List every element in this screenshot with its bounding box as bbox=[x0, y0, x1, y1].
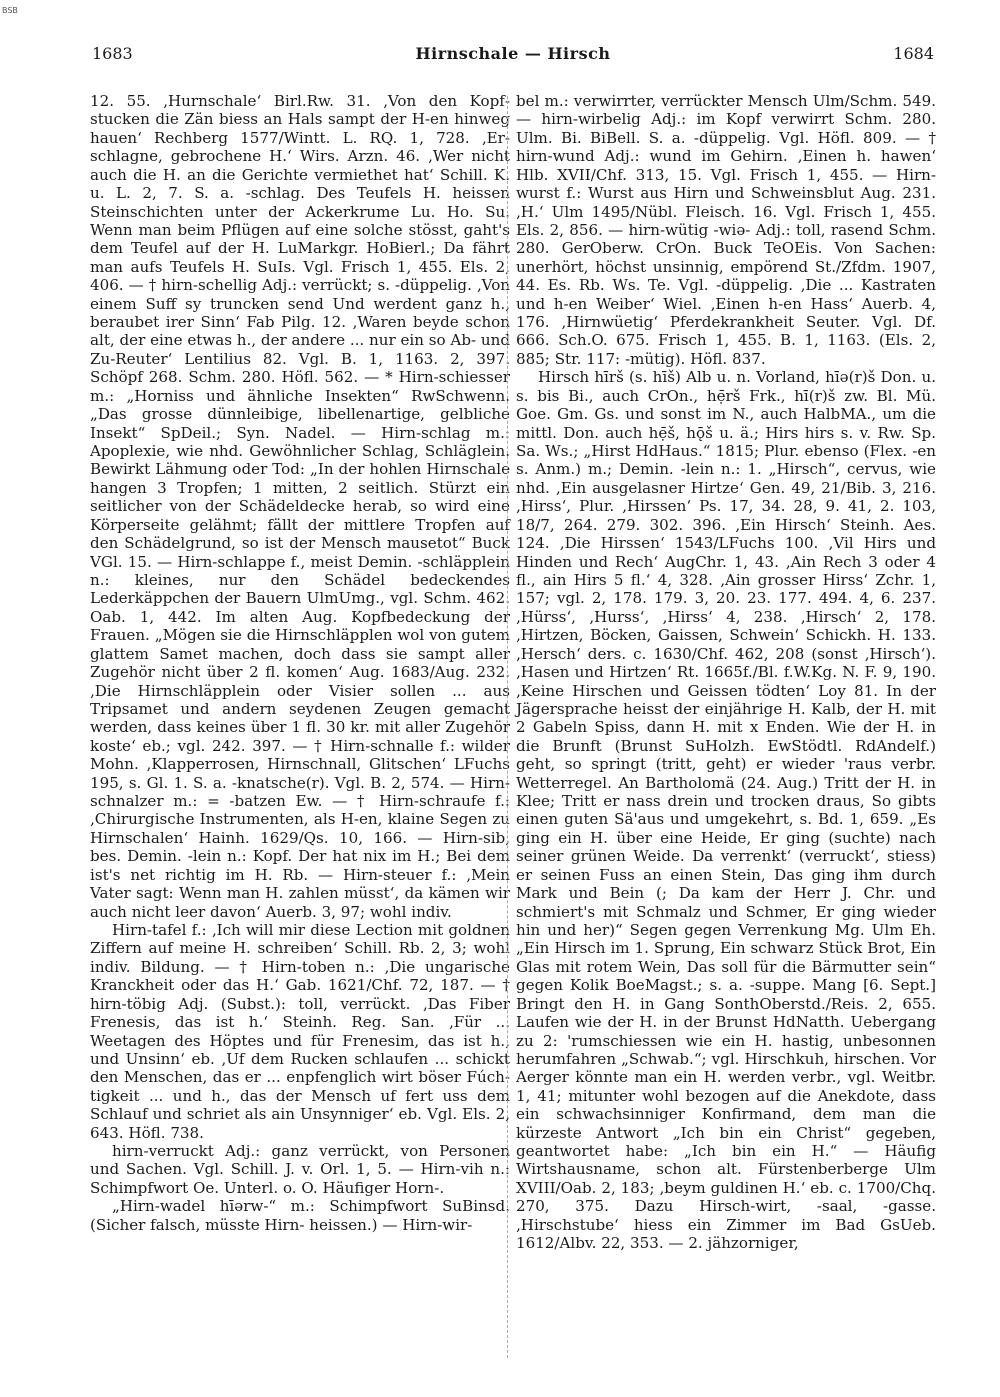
page-number-right: 1684 bbox=[893, 44, 934, 63]
right-paragraph: bel m.: verwirrter, verrückter Mensch Ulm/Schm. 549. — hirn-wirbelig Adj.: im Kopf verwirrt Schm. 280. Ulm. Bi. BiBell. S. a. -düppelig. Vgl. Höfl. 809. — † hirn-wund Adj.: wund im Gehirn. ‚Einen h. hawen‘ Hlb. XVII/Chf. 313, 15. Vgl. Frisch 1, 455. — Hirn-wurst f.: Wurst aus Hirn und Schweinsblut Aug. 231. ‚H.‘ Ulm 1495/Nübl. Fleisch. 16. Vgl. Frisch 1, 455. Els. 2, 856. — hirn-wütig -wiə- Adj.: toll, rasend Schm. 280. GerOberw. CrOn. Buck TeOEis. Von Sachen: unerhört, höchst unsinnig, empörend St./Zfdm. 1907, 44. Es. Rb. Ws. Te. Vgl. -düppelig. ‚Die ... Kastraten und h-en Weiber‘ Wiel. ‚Einen h-en Hass‘ Auerb. 4, 176. ‚Hirnwüetig‘ Pferdekrankheit Seuter. Vgl. Df. 666. Sch.O. 675. Frisch 1, 455. B. 1, 1163. (Els. 2, 885; Str. 117: -mütig). Höfl. 837. bbox=[516, 92, 936, 368]
page-number-left: 1683 bbox=[92, 44, 133, 63]
page-title: Hirnschale — Hirsch bbox=[415, 44, 611, 63]
left-paragraph: „Hirn-wadel hīərw-“ m.: Schimpfwort SuBinsd. (Sicher falsch, müsste Hirn- heissen.) — Hirn-wir- bbox=[90, 1197, 510, 1234]
left-paragraph: 12. 55. ‚Hurnschale‘ Birl.Rw. 31. ‚Von den Kopfstucken die Zän biess an Hals sampt der H-en hinweg hauen‘ Rechberg 1577/Wintt. L. RQ. 1, 728. ‚Erschlagne, gebrochene H.‘ Wirs. Arzn. 46. ‚Wer nicht auch die H. an die Gerichte vermiethet hat‘ Schill. K. u. L. 2, 7. S. a. -schlag. Des Teufels H. heissen Steinschichten unter der Ackerkrume Lu. Ho. Su. Wenn man beim Pflügen auf eine solche stösst, gaht's dem Teufel auf der H. LuMarkgr. HoBierl.; Da fährt man aufs Teufels H. SuIs. Vgl. Frisch 1, 455. Els. 2, 406. — † hirn-schellig Adj.: verrückt; s. -düppelig. ‚Von einem Suff sy truncken send Und werdent ganz h., beraubet irer Sinn‘ Fab Pilg. 12. ‚Waren beyde schon alt, der eine etwas h., der andere ... nur ein so Ab- und Zu-Reuter‘ Lentilius 82. Vgl. B. 1, 1163. 2, 397. Schöpf 268. Schm. 280. Höfl. 562. — * Hirn-schiesser m.: „Horniss und ähnliche Insekten“ RwSchwenn. „Das grosse dünnleibige, libellenartige, gelbliche Insekt“ SpDeil.; Syn. Nadel. — Hirn-schlag m.: Apoplexie, wie nhd. Gewöhnlicher Schlag, Schläglein. Bewirkt Lähmung oder Tod: „In der hohlen Hirnschale hangen 3 Tropfen; 1 mitten, 2 seitlich. Stürzt ein seitlicher von der Schädeldecke herab, so wird eine Körperseite gelähmt; fällt der mittlere Tropfen auf den Schädelgrund, so ist der Mensch mausetot“ Buck VGl. 15. — Hirn-schlappe f., meist Demin. -schläpplein n.: kleines, nur den Schädel bedeckendes Lederkäppchen der Bauern UlmUmg., vgl. Schm. 462. Oab. 1, 442. Im alten Aug. Kopfbedeckung der Frauen. „Mögen sie die Hirnschläpplen wol von gutem glattem Samet machen, doch dass sie sampt aller Zugehör nicht über 2 fl. komen‘ Aug. 1683/Aug. 232. ‚Die Hirnschläpplein oder Visier sollen ... aus Tripsamet und andern seydenen Zeugen gemacht werden, dass keines über 1 fl. 30 kr. mit aller Zugehör koste‘ eb.; vgl. 242. 397. — † Hirn-schnalle f.: wilder Mohn. ‚Klapperrosen, Hirnschnall, Glitschen‘ LFuchs 195, s. Gl. 1. S. a. -knatsche(r). Vgl. B. 2, 574. — Hirn-schnalzer m.: = -batzen Ew. — † Hirn-schraufe f.: ‚Chirurgische Instrumenten, als H-en, klaine Segen zu Hirnschalen‘ Hainh. 1629/Qs. 10, 166. — Hirn-sib, bes. Demin. -lein n.: Kopf. Der hat nix im H.; Bei dem ist's net richtig im H. Rb. — Hirn-steuer f.: ‚Mein Vater sagt: Wenn man H. zahlen müsst‘, da kämen wir auch nicht leer davon‘ Auerb. 3, 97; wohl indiv. bbox=[90, 92, 510, 921]
left-column bbox=[90, 92, 510, 1234]
library-stamp: BSB bbox=[2, 6, 18, 15]
column-divider bbox=[507, 96, 508, 1358]
left-paragraph: hirn-verruckt Adj.: ganz verrückt, von Personen und Sachen. Vgl. Schill. J. v. Orl. 1, 5. — Hirn-vih n.: Schimpfwort Oe. Unterl. o. O. Häufiger Horn-. bbox=[90, 1142, 510, 1197]
running-header bbox=[92, 44, 934, 68]
right-paragraph: Hirsch hīrš (s. hīš) Alb u. n. Vorland, hīə(r)š Don. u. s. bis Bi., auch CrOn., hẹ̄rš Frk., hī(r)š zw. Bl. Mü. Goe. Gm. Gs. und sonst im N., auch HalbMA., um die mittl. Don. auch hẹ̄š, hǭš u. ä.; Hirs hirs s. v. Rw. Sp. Sa. Ws.; „Hirst HdHaus.“ 1815; Plur. ebenso (Flex. -en s. Anm.) m.; Demin. -lein n.: 1. „Hirsch“, cervus, wie nhd. ‚Ein ausgelasner Hirtze‘ Gen. 49, 21/Bib. 3, 216. ‚Hirss‘, Plur. ‚Hirssen‘ Ps. 17, 34. 28, 9. 41, 2. 103, 18/7, 264. 279. 302. 396. ‚Ein Hirsch‘ Steinh. Aes. 124. ‚Die Hirssen‘ 1543/LFuchs 100. ‚Vil Hirs und Hinden und Rech‘ AugChr. 1, 43. ‚Ain Rech 3 oder 4 fl., ain Hirs 5 fl.‘ 4, 328. ‚Ain grosser Hirss‘ Zchr. 1, 157; vgl. 2, 178. 179. 3, 20. 23. 177. 494. 4, 6. 237. ‚Hürss‘, ‚Hurss‘, ‚Hirss‘ 4, 238. ‚Hirsch‘ 2, 178. ‚Hirtzen, Böcken, Gaissen, Schwein‘ Schickh. H. 133. ‚Hersch‘ ders. c. 1630/Chf. 462, 208 (sonst ‚Hirsch‘). ‚Hasen und Hirtzen‘ Rt. 1665f./Bl. f.W.Kg. N. F. 9, 190. ‚Keine Hirschen und Geissen tödten‘ Loy 81. In der Jägersprache heisst der einjährige H. Kalb, der H. mit 2 Gabeln Spiss, dann H. mit x Enden. Wie der H. in die Brunft (Brunst SuHolzh. EwStödtl. RdAndelf.) geht, so springt (tritt, geht) er wieder 'raus verbr. Wetterregel. An Bartholomä (24. Aug.) Tritt der H. in Klee; Tritt er nass drein und trocken draus, So gibts einen guten Sä'aus und umgekehrt, s. Bd. 1, 659. „Es ging ein H. über eine Heide, Er ging (suchte) nach seiner grünen Weide. Da verrenkt‘ (verruckt‘, stiess) er seinen Fuss an einen Stein, Das ging ihm durch Mark und Bein (; Da kam der Herr J. Chr. und schmiert's mit Schmalz und Schmer, Er ging wieder hin und her)“ Segen gegen Verrenkung Mg. Ulm Eh. „Ein Hirsch im 1. Sprung, Ein schwarz Stück Brot, Ein Glas mit rotem Wein, Das soll für die Bärmutter sein“ gegen Kolik BoeMagst.; s. a. -suppe. Mang [6. Sept.] Bringt den H. in Gang SonthOberstd./Reis. 2, 655. Laufen wie der H. in der Brunst HdNatth. Uebergang zu 2: 'rumschiessen wie ein H. hastig, unbesonnen herumfahren „Schwab.“; vgl. Hirschkuh, hirschen. Vor Aerger könnte man ein H. werden verbr., vgl. Weitbr. 1, 41; mitunter wohl bezogen auf die Anekdote, dass ein schwachsinniger Konfirmand, dem man die kürzeste Antwort „Ich bin ein Christ“ gegeben, geantwortet habe: „Ich bin ein H.“ — Häufig Wirtshausname, schon alt. Fürstenberberge Ulm XVIII/Oab. 2, 183; ‚beym guldinen H.‘ eb. c. 1700/Chq. 270, 375. Dazu Hirsch-wirt, -saal, -gasse. ‚Hirschstube‘ hiess ein Zimmer im Bad GsUeb. 1612/Albv. 22, 353. — 2. jähzorniger, bbox=[516, 368, 936, 1253]
left-paragraph: Hirn-tafel f.: ‚Ich will mir diese Lection mit goldnen Ziffern auf meine H. schreiben‘ Schill. Rb. 2, 3; wohl indiv. Bildung. — † Hirn-toben n.: ‚Die ungarische Kranckheit oder das H.‘ Gab. 1621/Chf. 72, 187. — † hirn-töbig Adj. (Subst.): toll, verrückt. ‚Das Fiber Frenesis, das ist h.‘ Steinh. Reg. San. ‚Für ... Weetagen des Höptes und für Frenesim, das ist h., und Unsinn‘ eb. ‚Uf dem Rucken schlaufen ... schickt den Menschen, das er ... enpfenglich wirt böser Fúchtigkeit ... und h., das der Mensch uf fert uss dem Schlauf und schriet als ain Unsynniger‘ eb. Vgl. Els. 2, 643. Höfl. 738. bbox=[90, 920, 510, 1142]
right-column bbox=[516, 92, 936, 1253]
